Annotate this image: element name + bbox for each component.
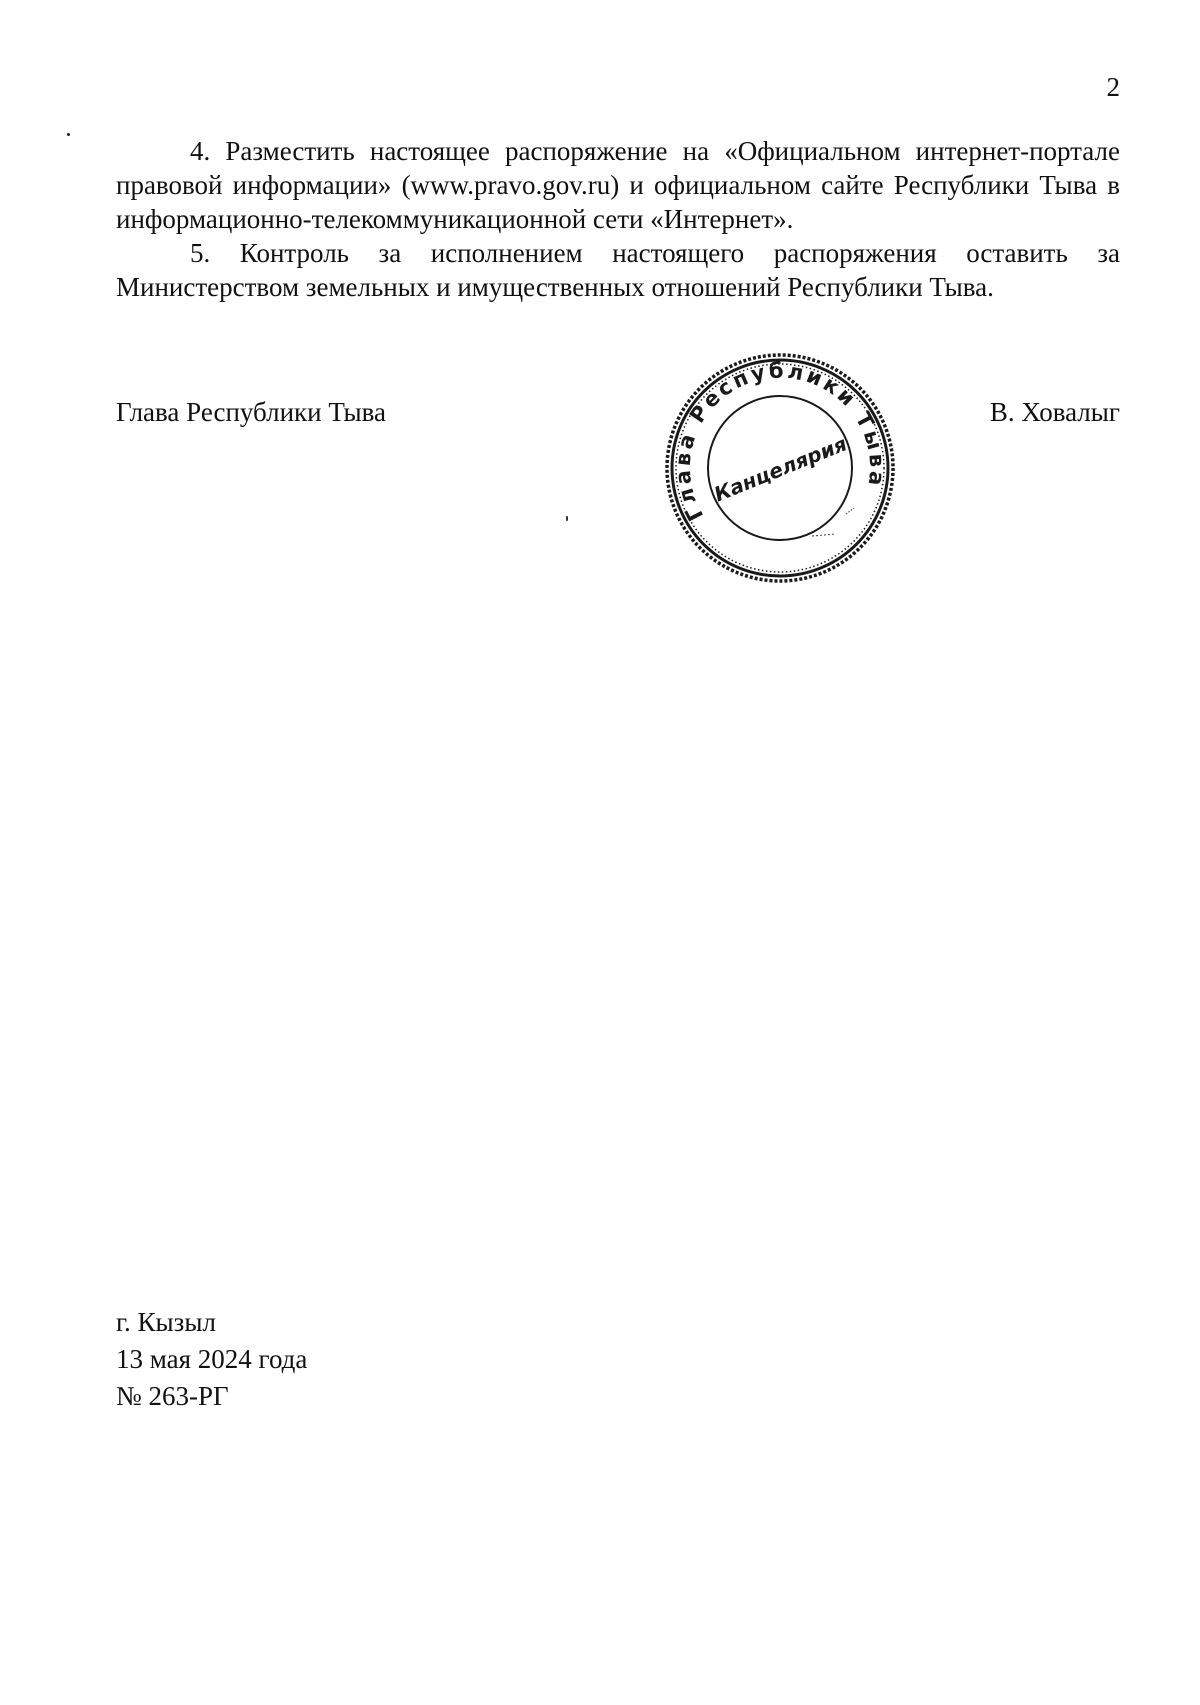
issue-date: 13 мая 2024 года: [116, 1344, 308, 1374]
paragraph-4: 4. Разместить настоящее распоряжение на «Официальном интернет-портале правовой информации» (www.pravo.gov.ru) и официальном сайте Республики Тыва в информационно-телекоммуникационной сети «Интернет».: [116, 136, 1120, 234]
document-body: [116, 134, 1120, 304]
stamp-seal-graphic: [660, 348, 900, 588]
signature-block: [116, 395, 1120, 435]
official-stamp: [660, 348, 900, 588]
scan-speck-2: [566, 516, 568, 521]
document-number: № 263-РГ: [116, 1381, 229, 1411]
signer-title: Глава Республики Тыва: [116, 397, 387, 427]
document-footer: [116, 1304, 307, 1415]
signer-name: В. Ховалыг: [989, 397, 1120, 427]
page-number: 2: [1106, 72, 1120, 102]
stamp-ring-text: Глава Республики Тыва: [670, 358, 890, 525]
issue-city: г. Кызыл: [116, 1307, 216, 1337]
stamp-center-text: Канцелярия: [710, 431, 851, 507]
scan-speck: [67, 133, 70, 136]
paragraph-5: 5. Контроль за исполнением настоящего распоряжения оставить за Министерством земельных и имущественных отношений Республики Тыва.: [116, 238, 1120, 302]
